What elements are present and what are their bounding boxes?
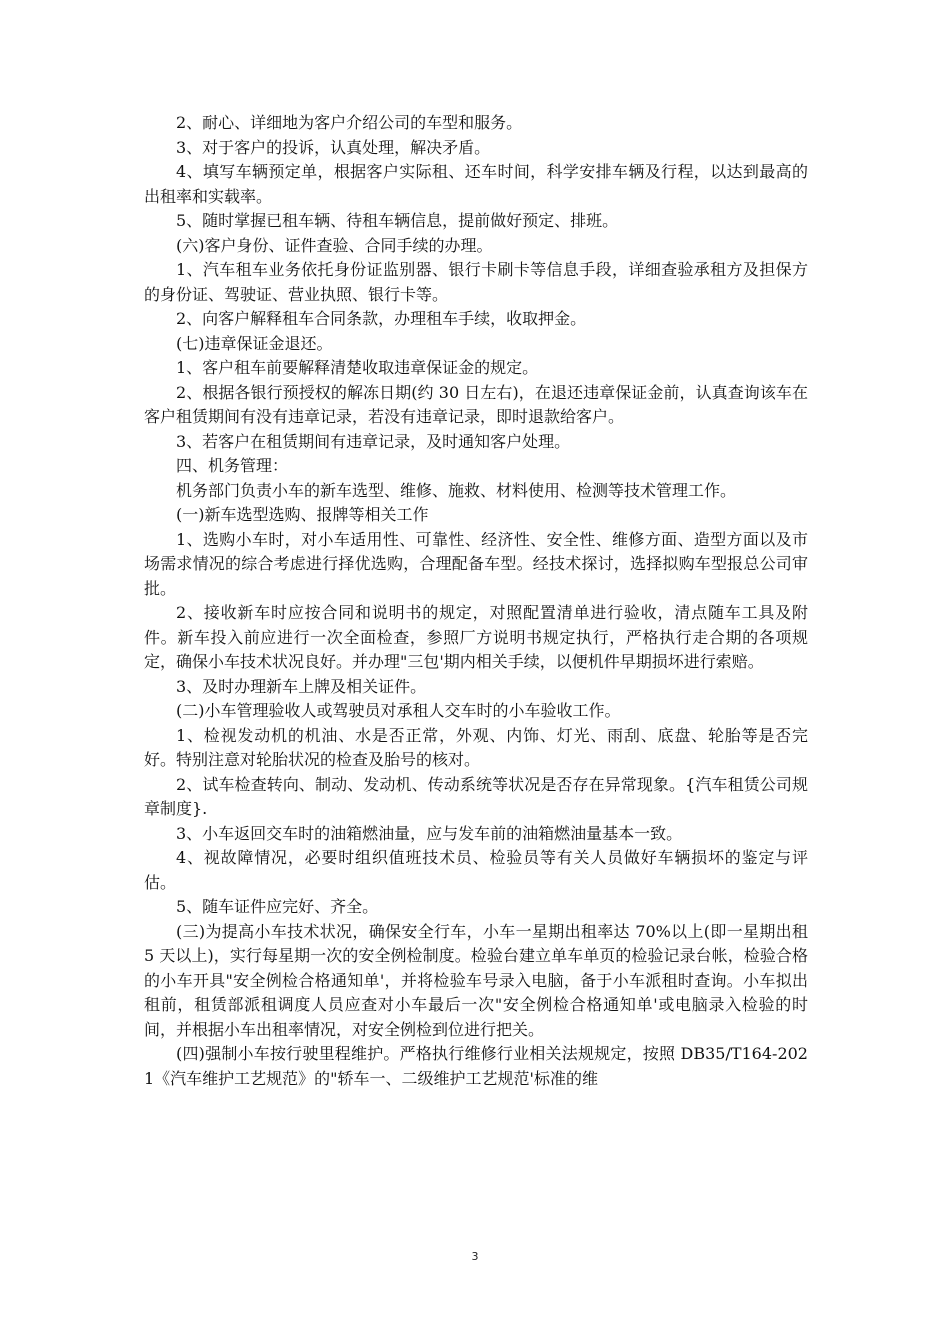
paragraph: 2、接收新车时应按合同和说明书的规定，对照配置清单进行验收，清点随车工具及附件。新车投入前应进行一次全面检查，参照厂方说明书规定执行，严格执行走合期的各项规定，确保小车技术状况良好。并办理"三包'期内相关手续，以便机件早期损坏进行索赔。: [144, 603, 808, 671]
paragraph: 4、视故障情况，必要时组织值班技术员、检验员等有关人员做好车辆损坏的鉴定与评估。: [144, 848, 808, 892]
paragraph: 2、试车检查转向、制动、发动机、传动系统等状况是否存在异常现象。{汽车租赁公司规章制度}.: [144, 774, 808, 818]
document-body: [144, 111, 808, 1091]
paragraph: 2、根据各银行预授权的解冻日期(约 30 日左右)，在退还违章保证金前，认真查询该车在客户租赁期间有没有违章记录，若没有违章记录，即时退款给客户。: [144, 382, 808, 426]
paragraph: 1、检视发动机的机油、水是否正常，外观、内饰、灯光、雨刮、底盘、轮胎等是否完好。特别注意对轮胎状况的检查及胎号的核对。: [144, 725, 808, 769]
paragraph: 5、随车证件应完好、齐全。: [176, 897, 379, 916]
paragraph: (三)为提高小车技术状况，确保安全行车，小车一星期出租率达 70%以上(即一星期出租 5 天以上)，实行每星期一次的安全例检制度。检验台建立单车单页的检验记录台帐，检验合格的小车开具"安全例检合格通知单'，并将检验车号录入电脑，备于小车派租时查询。小车拟出租前，租赁部派租调度人员应查对小车最后一次"安全例检合格通知单'或电脑录入检验的时间，并根据小车出租率情况，对安全例检到位进行把关。: [144, 921, 808, 1039]
paragraph: 1、客户租车前要解释清楚收取违章保证金的规定。: [176, 358, 539, 377]
section-heading: (一)新车选型选购、报牌等相关工作: [176, 505, 429, 524]
paragraph: 2、耐心、详细地为客户介绍公司的车型和服务。: [176, 113, 523, 132]
section-heading: (二)小车管理验收人或驾驶员对承租人交车时的小车验收工作。: [176, 701, 621, 720]
paragraph: 机务部门负责小车的新车选型、维修、施救、材料使用、检测等技术管理工作。: [176, 480, 737, 500]
page-number: 3: [471, 1250, 479, 1263]
paragraph: 4、填写车辆预定单，根据客户实际租、还车时间，科学安排车辆及行程，以达到最高的出租率和实载率。: [144, 162, 808, 206]
paragraph: 5、随时掌握已租车辆、待租车辆信息，提前做好预定、排班。: [176, 211, 619, 230]
paragraph: 3、若客户在租赁期间有违章记录，及时通知客户处理。: [176, 431, 571, 451]
paragraph: 1、汽车租车业务依托身份证监别器、银行卡刷卡等信息手段，详细查验承租方及担保方的身份证、驾驶证、营业执照、银行卡等。: [144, 260, 808, 304]
section-heading: (七)违章保证金退还。: [176, 333, 333, 353]
paragraph: (四)强制小车按行驶里程维护。严格执行维修行业相关法规规定，按照 DB35/T164-2021《汽车维护工艺规范》的"轿车一、二级维护工艺规范'标准的维: [144, 1044, 808, 1088]
paragraph: 3、及时办理新车上牌及相关证件。: [176, 676, 427, 696]
paragraph: 1、选购小车时，对小车适用性、可靠性、经济性、安全性、维修方面、造型方面以及市场需求情况的综合考虑进行择优选购，合理配备车型。经技术探讨，选择拟购车型报总公司审批。: [144, 529, 808, 598]
paragraph: 3、对于客户的投诉，认真处理，解决矛盾。: [176, 137, 491, 157]
section-heading: 四、机务管理：: [176, 456, 289, 475]
paragraph: 2、向客户解释租车合同条款，办理租车手续，收取押金。: [176, 309, 587, 328]
section-heading: (六)客户身份、证件查验、合同手续的办理。: [176, 235, 493, 255]
paragraph: 3、小车返回交车时的油箱燃油量，应与发车前的油箱燃油量基本一致。: [176, 823, 683, 843]
